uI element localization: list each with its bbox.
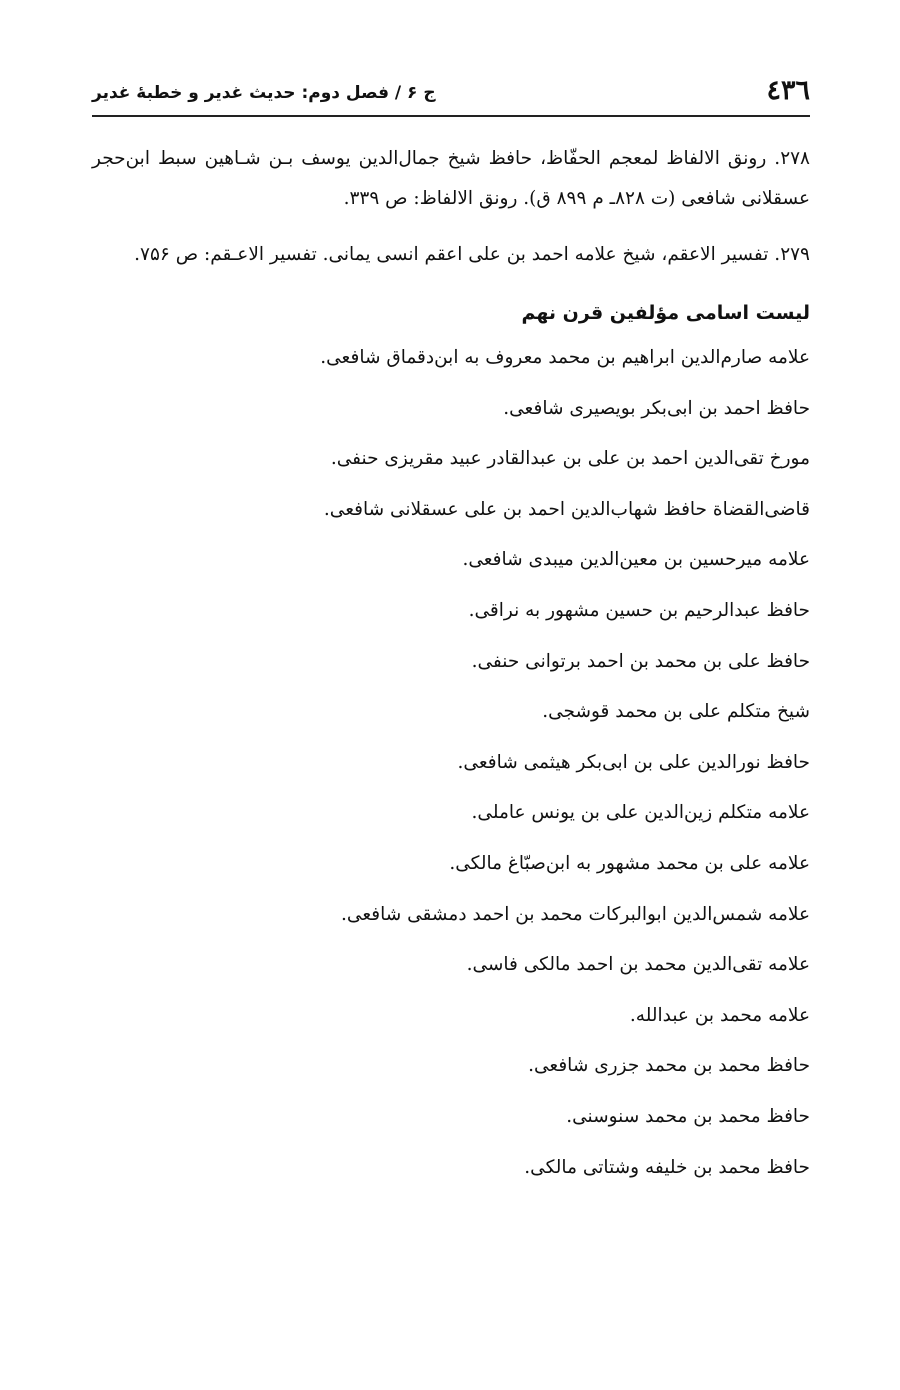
- author-list-item: حافظ محمد بن محمد سنوسنی.: [566, 1105, 810, 1127]
- reference-279: ۲۷۹. تفسیر الاعقم، شیخ علامه احمد بن علی اعقم انسی یمانی. تفسیر الاعـقم: ص ۷۵۶.: [134, 244, 810, 265]
- author-list-item: علامه صارم‌الدین ابراهیم بن محمد معروف به ابن‌دقماق شافعی.: [320, 347, 810, 368]
- author-list-item: علامه میرحسین بن معین‌الدین میبدی شافعی.: [462, 549, 810, 571]
- author-list-item: حافظ محمد بن محمد جزری شافعی.: [528, 1055, 810, 1077]
- author-list-item: حافظ احمد بن ابی‌بکر بویصیری شافعی.: [503, 397, 810, 419]
- author-list-item: علامه علی بن محمد مشهور به ابن‌صبّاغ مالکی.: [449, 852, 810, 874]
- author-list-item: قاضی‌القضاة حافظ شهاب‌الدین احمد بن علی عسقلانی شافعی.: [323, 498, 810, 520]
- page-number: ٤٣٦: [766, 75, 810, 106]
- book-page: [92, 60, 810, 1360]
- author-list-item: علامه محمد بن عبدالله.: [629, 1004, 810, 1026]
- references: [92, 139, 810, 275]
- running-title: ج ۶ / فصل دوم: حدیث غدیر و خطبهٔ غدیر: [92, 82, 436, 103]
- reference-278: ۲۷۸. رونق الالفاظ لمعجم الحفّاظ، حافظ شیخ جمال‌الدین یوسف بـن شـاهین سبط ابن‌حجر عسقلانی شافعی (ت ۸۲۸ـ م ۸۹۹ ق). رونق الالفاظ: ص ۳۳۹.: [92, 148, 810, 209]
- author-list: [92, 333, 810, 1193]
- author-list-item: حافظ علی بن محمد بن احمد برتوانی حنفی.: [471, 650, 810, 672]
- author-list-item: حافظ نورالدین علی بن ابی‌بکر هیثمی شافعی.: [457, 751, 810, 773]
- section-title: لیست اسامی مؤلفین قرن نهم: [521, 302, 810, 324]
- author-list-item: حافظ محمد بن خلیفه وشتاتی مالکی.: [524, 1156, 810, 1178]
- author-list-item: حافظ عبدالرحیم بن حسین مشهور به نراقی.: [468, 599, 810, 621]
- author-list-item: علامه تقی‌الدین محمد بن احمد مالکی فاسی.: [466, 954, 810, 976]
- author-list-item: مورخ تقی‌الدین احمد بن علی بن عبدالقادر عبید مقریزی حنفی.: [330, 448, 810, 470]
- author-list-item: شیخ متکلم علی بن محمد قوشجی.: [542, 701, 810, 723]
- page-header: [92, 60, 810, 117]
- author-list-item: علامه شمس‌الدین ابوالبرکات محمد بن احمد دمشقی شافعی.: [341, 903, 810, 925]
- author-list-item: علامه متکلم زین‌الدین علی بن یونس عاملی.: [471, 802, 810, 824]
